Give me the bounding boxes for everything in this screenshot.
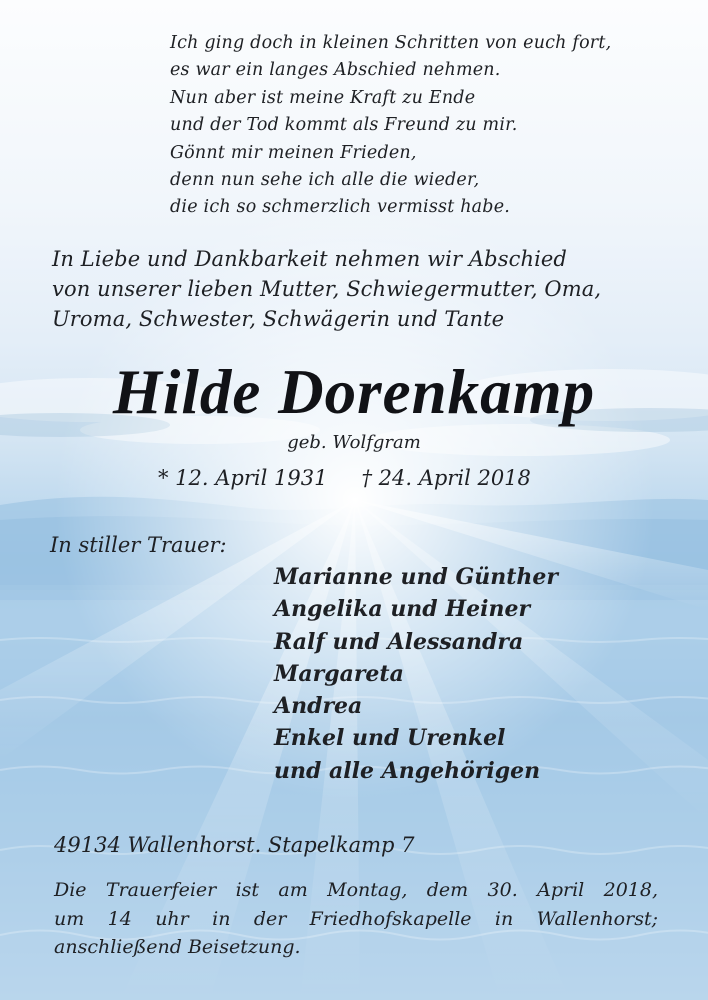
notice-line: um 14 uhr in der Friedhofskapelle in Wallenhorst; — [54, 907, 658, 930]
family-address: 49134 Wallenhorst. Stapelkamp 7 — [54, 833, 415, 857]
poem-line: und der Tod kommt als Freund zu mir. — [170, 115, 518, 136]
mourner-entry: Marianne und Günther — [274, 564, 559, 590]
life-dates — [158, 466, 531, 490]
mourner-entry: Margareta — [274, 660, 404, 687]
mourner-entry: Enkel und Urenkel — [274, 725, 506, 752]
mourner-entry: Ralf und Alessandra — [274, 628, 524, 655]
funeral-notice — [54, 876, 658, 962]
poem-line: die ich so schmerzlich vermisst habe. — [170, 197, 511, 218]
poem-line: es war ein langes Abschied nehmen. — [170, 60, 501, 81]
intro-line: Uroma, Schwester, Schwägerin und Tante — [52, 307, 505, 331]
farewell-intro — [52, 244, 601, 334]
memorial-poem — [170, 30, 611, 222]
poem-line: denn nun sehe ich alle die wieder, — [170, 170, 480, 191]
mourning-label: In stiller Trauer: — [50, 533, 227, 557]
notice-line: Die Trauerfeier ist am Montag, dem 30. April 2018, — [54, 879, 658, 901]
notice-line: anschließend Beisetzung. — [54, 936, 301, 958]
poem-line: Gönnt mir meinen Frieden, — [170, 142, 417, 163]
mourner-entry: Angelika und Heiner — [274, 596, 531, 623]
mourner-entry: und alle Angehörigen — [274, 757, 541, 784]
deceased-name: Hilde Dorenkamp — [112, 357, 596, 427]
poem-line: Ich ging doch in kleinen Schritten von euch fort, — [170, 33, 612, 53]
intro-line: In Liebe und Dankbarkeit nehmen wir Abschied — [52, 247, 567, 271]
birth-date: * 12. April 1931 — [158, 466, 328, 490]
birth-name: geb. Wolfgram — [287, 432, 421, 453]
intro-line: von unserer lieben Mutter, Schwiegermutter, Oma, — [52, 277, 602, 301]
poem-line: Nun aber ist meine Kraft zu Ende — [170, 87, 476, 108]
mourners-list — [274, 561, 558, 787]
death-date: † 24. April 2018 — [361, 466, 531, 490]
mourner-entry: Andrea — [274, 693, 363, 720]
